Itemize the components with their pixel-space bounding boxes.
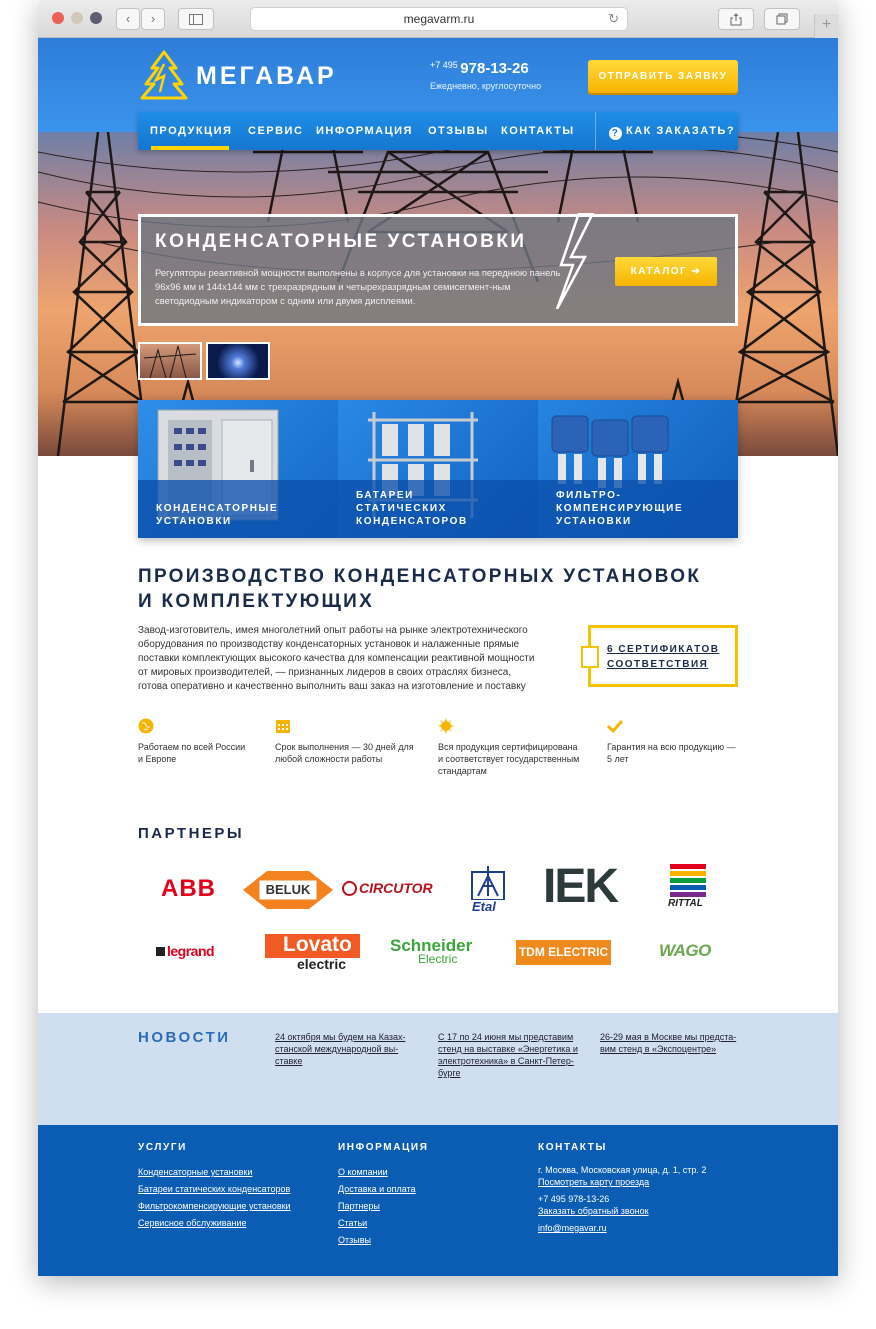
footer-service-link[interactable]: Фильтрокомпенсирующие установки xyxy=(138,1201,291,1211)
category-capacitor-units[interactable] xyxy=(138,400,338,538)
schneider-text: Schneider xyxy=(390,936,473,955)
catalog-button[interactable] xyxy=(615,257,717,286)
feature-item xyxy=(275,718,415,765)
footer-info-title: ИНФОРМАЦИЯ xyxy=(338,1142,429,1153)
logo-text: МЕГАВАР xyxy=(196,62,337,90)
how-to-order-label: КАК ЗАКАЗАТЬ? xyxy=(626,125,736,137)
iek-text: IEK xyxy=(543,860,618,913)
category-label: БАТАРЕИ СТАТИЧЕСКИХ КОНДЕНСАТОРОВ xyxy=(356,490,468,527)
news-item-link[interactable]: 24 октября мы будем на Казах-станской международной вы-ставке xyxy=(275,1032,406,1066)
forward-icon[interactable]: › xyxy=(141,8,165,30)
footer-services-title: УСЛУГИ xyxy=(138,1142,187,1153)
sun-badge-icon xyxy=(438,718,454,734)
phone-number[interactable]: 978-13-26 xyxy=(460,60,529,77)
partner-logo-rittal[interactable] xyxy=(668,864,708,914)
reload-icon[interactable]: ↻ xyxy=(608,11,619,26)
legrand-text: legrand xyxy=(167,943,215,959)
phone-hours: Ежедневно, круглосуточно xyxy=(430,81,542,91)
tabs-overview-icon[interactable] xyxy=(764,8,800,30)
sidebar-icon[interactable] xyxy=(178,8,214,30)
partners-title: ПАРТНЕРЫ xyxy=(138,825,245,842)
banner-title: КОНДЕНСАТОРНЫЕ УСТАНОВКИ xyxy=(155,231,527,252)
nav-divider xyxy=(595,112,596,150)
site-footer xyxy=(38,1125,838,1276)
footer-callback-link[interactable]: Заказать обратный звонок xyxy=(538,1206,649,1216)
logo-icon xyxy=(138,50,190,102)
banner-text: Регуляторы реактивной мощности выполнены в корпусе для установки на переднюю панель 96х96 мм и 144х144 мм с трехразрядным и четырехразрядным семисегмент-ным светодиодным индикатором с одним или двумя дисплеями. xyxy=(155,267,561,306)
nav-item-service[interactable]: СЕРВИС xyxy=(248,125,304,137)
promo-banner xyxy=(138,214,738,326)
globe-icon xyxy=(138,718,154,734)
news-title: НОВОСТИ xyxy=(138,1029,231,1046)
partner-logo-etal[interactable] xyxy=(468,866,508,914)
category-filter-compensation[interactable] xyxy=(538,400,738,538)
partner-logo-legrand[interactable] xyxy=(156,943,214,959)
checkmark-icon xyxy=(607,718,623,734)
partner-logo-beluk[interactable] xyxy=(241,869,335,911)
beluk-text: BELUK xyxy=(265,882,311,897)
production-title: ПРОИЗВОДСТВО КОНДЕНСАТОРНЫХ УСТАНОВОК И КОМПЛЕКТУЮЩИХ xyxy=(138,566,702,612)
partner-logo-schneider[interactable] xyxy=(390,936,482,968)
footer-service-link[interactable]: Сервисное обслуживание xyxy=(138,1218,247,1228)
site-logo[interactable] xyxy=(138,50,358,102)
close-window-dot[interactable] xyxy=(52,12,64,24)
share-icon[interactable] xyxy=(718,8,754,30)
nav-item-information[interactable]: ИНФОРМАЦИЯ xyxy=(316,125,413,137)
footer-info-link[interactable]: Доставка и оплата xyxy=(338,1184,416,1194)
back-icon[interactable]: ‹ xyxy=(116,8,140,30)
footer-info-link[interactable]: Статьи xyxy=(338,1218,368,1228)
category-capacitor-batteries[interactable] xyxy=(338,400,538,538)
footer-services-column xyxy=(138,1142,291,1232)
footer-contacts-column xyxy=(538,1142,706,1234)
hero-section xyxy=(38,38,838,456)
arrow-right-circle-icon: ➔ xyxy=(691,266,702,277)
etal-text: Etal xyxy=(472,899,496,914)
feature-text: Работаем по всей России и Европе xyxy=(138,742,246,764)
slider-thumbnail-electric-spark[interactable] xyxy=(206,342,270,380)
news-item-link[interactable]: С 17 по 24 июня мы представим стенд на выставке «Энергетика и электротехника» в Санкт-Петер-бурге xyxy=(438,1032,578,1078)
footer-contacts-title: КОНТАКТЫ xyxy=(538,1142,607,1153)
category-label: ФИЛЬТРО- КОМПЕНСИРУЮЩИЕ УСТАНОВКИ xyxy=(556,490,684,527)
partner-logo-wago[interactable]: WAGO xyxy=(659,941,711,960)
lightning-bolt-icon xyxy=(553,213,609,309)
phone-prefix: +7 495 xyxy=(430,60,458,70)
nav-item-contacts[interactable]: КОНТАКТЫ xyxy=(501,125,575,137)
production-section xyxy=(138,564,738,692)
calendar-icon xyxy=(275,718,291,734)
lovato-text: Lovato xyxy=(283,933,352,956)
footer-info-link[interactable]: О компании xyxy=(338,1167,388,1177)
footer-service-link[interactable]: Батареи статических конденсаторов xyxy=(138,1184,291,1194)
footer-map-link[interactable]: Посмотреть карту проезда xyxy=(538,1177,650,1187)
footer-info-link[interactable]: Отзывы xyxy=(338,1235,371,1245)
url-bar[interactable] xyxy=(250,7,628,31)
header-phone xyxy=(430,60,541,91)
feature-text: Вся продукция сертифицирована и соответствует государственным стандартам xyxy=(438,742,580,776)
how-to-order-link[interactable] xyxy=(609,112,735,150)
footer-address: г. Москва, Московская улица, д. 1, стр. 2 xyxy=(538,1165,707,1175)
browser-toolbar xyxy=(38,0,838,38)
footer-email-link[interactable]: info@megavar.ru xyxy=(538,1223,607,1233)
send-request-button[interactable]: ОТПРАВИТЬ ЗАЯВКУ xyxy=(588,60,738,93)
news-section xyxy=(38,1013,838,1125)
feature-text: Гарантия на всю продукцию — 5 лет xyxy=(607,742,736,764)
partner-logo-circutor[interactable] xyxy=(342,880,433,896)
slider-thumbnail-power-lines[interactable] xyxy=(138,342,202,380)
browser-window xyxy=(38,0,838,1276)
lovato-electric-text: electric xyxy=(297,956,347,972)
category-tiles xyxy=(138,400,738,538)
nav-active-indicator xyxy=(151,146,229,150)
news-item-link[interactable]: 26-29 мая в Москве мы предста-вим стенд в «Экспоцентре» xyxy=(600,1032,737,1054)
footer-info-column xyxy=(338,1142,429,1249)
url-text: megavarm.ru xyxy=(403,12,475,26)
nav-item-products[interactable]: ПРОДУКЦИЯ xyxy=(150,125,233,137)
certificates-link-box[interactable] xyxy=(588,625,738,687)
legrand-mark-icon xyxy=(156,947,165,956)
certificates-link[interactable]: 6 СЕРТИФИКАТОВ СООТВЕТСТВИЯ xyxy=(607,644,720,670)
footer-service-link[interactable]: Конденсаторные установки xyxy=(138,1167,253,1177)
partner-logo-tdm[interactable]: TDM ELECTRIC xyxy=(516,940,611,965)
rittal-text: RITTAL xyxy=(668,898,703,909)
rittal-stripes-icon xyxy=(668,864,708,898)
footer-info-link[interactable]: Партнеры xyxy=(338,1201,380,1211)
catalog-label: КАТАЛОГ xyxy=(630,266,688,277)
main-navigation xyxy=(138,112,738,150)
production-text: Завод-изготовитель, имея многолетний опыт работы на рынке электротехнического оборудования по производству конденсаторных установок и налаженные прямые поставки комплектующих высокого качества для компенсации реактивной мощности от мировых производителей, — признанных лидеров в своих отраслях бизнеса, готова оперативно и качественно выполнить ваш заказ на изготовление и поставку xyxy=(138,625,535,692)
partner-logo-iek[interactable] xyxy=(543,861,617,913)
circutor-text: CIRCUTOR xyxy=(359,880,433,896)
schneider-electric-text: Electric xyxy=(418,952,458,966)
partner-logo-lovato[interactable] xyxy=(265,934,360,974)
circutor-mark-icon xyxy=(342,881,357,896)
maximize-window-dot[interactable] xyxy=(90,12,102,24)
document-icon xyxy=(581,646,599,668)
question-icon: ? xyxy=(609,127,622,140)
category-label: КОНДЕНСАТОРНЫЕ УСТАНОВКИ xyxy=(156,503,279,527)
partner-logo-abb[interactable]: ABB xyxy=(161,875,216,902)
etal-tower-icon xyxy=(468,866,508,900)
nav-item-reviews[interactable]: ОТЗЫВЫ xyxy=(428,125,489,137)
new-tab-icon[interactable]: + xyxy=(814,14,838,38)
minimize-window-dot[interactable] xyxy=(71,12,83,24)
footer-phone: +7 495 978-13-26 xyxy=(538,1194,610,1204)
feature-item xyxy=(138,718,250,765)
feature-text: Срок выполнения — 30 дней для любой сложности работы xyxy=(275,742,414,764)
feature-item xyxy=(438,718,583,777)
feature-item xyxy=(607,718,739,765)
